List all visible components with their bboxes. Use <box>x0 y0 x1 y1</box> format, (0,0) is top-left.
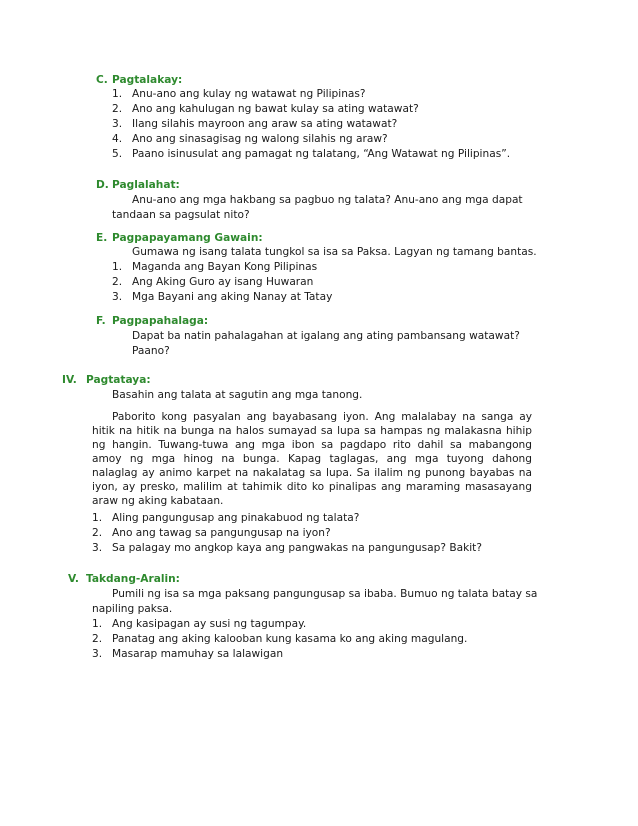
section-d-title: Paglalahat: <box>112 179 180 191</box>
list-item-number: 1. <box>92 618 103 630</box>
list-item-number: 3. <box>92 648 103 660</box>
list-item-number: 5. <box>112 148 123 160</box>
paragraph-line: hitik na hitik na bunga na halos sumayad sa lupa sa hampas ng malakasna hihip <box>92 425 532 437</box>
list-item-number: 2. <box>112 103 123 115</box>
section-c-letter: C. <box>96 74 108 86</box>
list-item: Ang Aking Guro ay isang Huwaran <box>132 276 314 288</box>
list-item: Masarap mamuhay sa lalawigan <box>112 648 284 660</box>
list-item-number: 3. <box>92 542 103 554</box>
list-item: Ano ang kahulugan ng bawat kulay sa ating watawat? <box>132 103 419 115</box>
paragraph-line: nalaglag ay animo karpet na nakalatag sa lupa. Sa ilalim ng punong bayabas na <box>92 467 532 479</box>
section-iv-title: Pagtataya: <box>86 374 151 386</box>
paragraph-line: Dapat ba natin pahalagahan at igalang ang ating pambansang watawat? <box>132 330 520 342</box>
paragraph-line: Gumawa ng isang talata tungkol sa isa sa Paksa. Lagyan ng tamang bantas. <box>132 246 537 258</box>
section-d-letter: D. <box>96 179 109 191</box>
section-f-title: Pagpapahalaga: <box>112 315 209 327</box>
list-item: Ano ang tawag sa pangungusap na iyon? <box>112 527 331 539</box>
paragraph-line: tandaan sa pagsulat nito? <box>112 209 250 221</box>
paragraph-line: iyon, ay presko, malilim at tahimik dito ko pinalipas ang maraming masasayang <box>92 481 532 493</box>
paragraph-line: amoy ng mga hinog na bunga. Kapag taglagas, ang mga tuyong dahong <box>92 453 532 465</box>
list-item: Sa palagay mo angkop kaya ang pangwakas na pangungusap? Bakit? <box>112 542 482 554</box>
paragraph-line: araw ng aking kabataan. <box>92 495 224 507</box>
section-e-title: Pagpapayamang Gawain: <box>112 232 263 244</box>
paragraph-line: Pumili ng isa sa mga paksang pangungusap sa ibaba. Bumuo ng talata batay sa <box>112 588 538 600</box>
list-item: Panatag ang aking kalooban kung kasama ko ang aking magulang. <box>112 633 468 645</box>
list-item-number: 1. <box>112 88 123 100</box>
list-item: Ano ang sinasagisag ng walong silahis ng araw? <box>132 133 388 145</box>
list-item-number: 2. <box>92 633 103 645</box>
list-item-number: 2. <box>92 527 103 539</box>
paragraph-line: napiling paksa. <box>92 603 173 615</box>
list-item-number: 4. <box>112 133 123 145</box>
section-f-letter: F. <box>96 315 106 327</box>
paragraph-line: ng hangin. Tuwang-tuwa ang mga ibon sa pagdapo rito dahil sa mabangong <box>92 439 532 451</box>
list-item-number: 3. <box>112 118 123 130</box>
list-item: Paano isinusulat ang pamagat ng talatang, “Ang Watawat ng Pilipinas”. <box>132 148 511 160</box>
list-item: Ilang silahis mayroon ang araw sa ating watawat? <box>132 118 398 130</box>
paragraph-line: Paborito kong pasyalan ang bayabasang iyon. Ang malalabay na sanga ay <box>112 411 532 423</box>
list-item: Aling pangungusap ang pinakabuod ng talata? <box>112 512 360 524</box>
reading-passage <box>92 410 532 508</box>
paragraph-line: Anu-ano ang mga hakbang sa pagbuo ng talata? Anu-ano ang mga dapat <box>132 194 523 206</box>
section-e-letter: E. <box>96 232 108 244</box>
section-v-title: Takdang-Aralin: <box>86 573 180 585</box>
list-item-number: 2. <box>112 276 123 288</box>
list-item-number: 3. <box>112 291 123 303</box>
list-item: Mga Bayani ang aking Nanay at Tatay <box>132 291 333 303</box>
list-item-number: 1. <box>92 512 103 524</box>
list-item-number: 1. <box>112 261 123 273</box>
paragraph-line: Paano? <box>132 345 170 357</box>
section-v-roman: V. <box>68 573 79 585</box>
section-c-title: Pagtalakay: <box>112 74 183 86</box>
list-item: Ang kasipagan ay susi ng tagumpay. <box>112 618 307 630</box>
list-item: Anu-ano ang kulay ng watawat ng Pilipinas? <box>132 88 366 100</box>
section-iv-roman: IV. <box>62 374 77 386</box>
list-item: Maganda ang Bayan Kong Pilipinas <box>132 261 318 273</box>
instruction-text: Basahin ang talata at sagutin ang mga tanong. <box>112 389 363 401</box>
